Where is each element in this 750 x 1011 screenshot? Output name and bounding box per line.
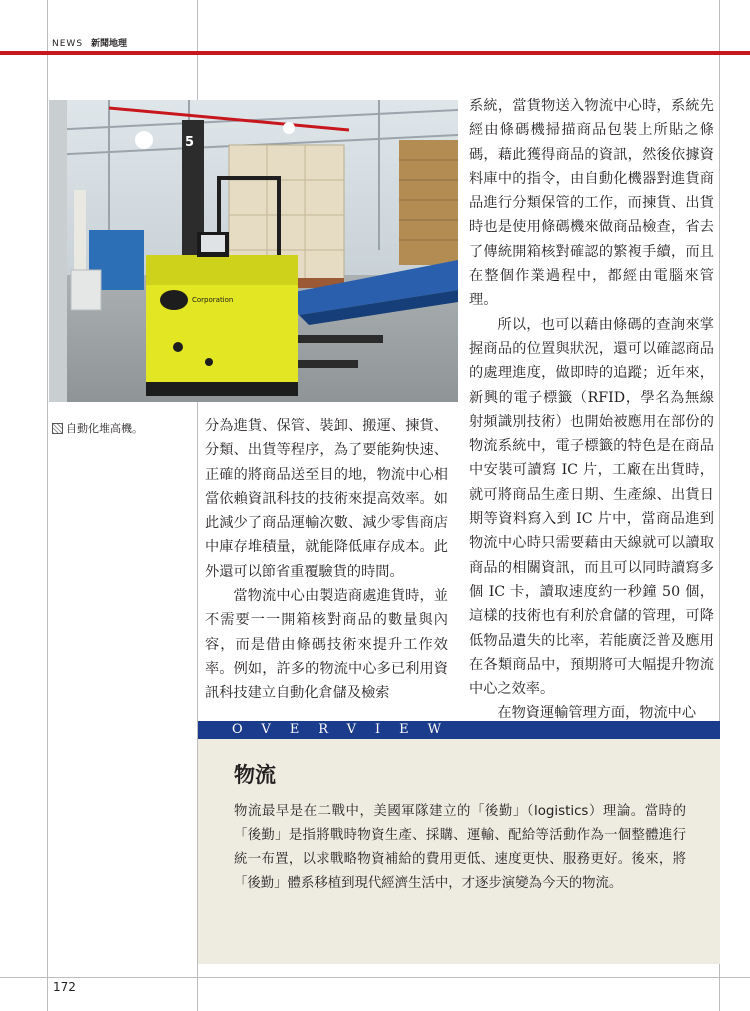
page-number: 172 bbox=[53, 980, 76, 994]
header-red-bar bbox=[0, 51, 750, 55]
running-header bbox=[52, 36, 127, 49]
caption-marker-icon bbox=[52, 423, 63, 434]
overview-label: OVERVIEW bbox=[232, 722, 461, 737]
article-paragraph: 分為進貨、保管、裝卸、搬運、揀貨、分類、出貨等程序，為了要能夠快速、正確的將商品送至目的地，物流中心相當依賴資訊科技的技術來提高效率。如此減少了商品運輸次數、減少零售商店中庫存堆積量，就能降低庫存成本。此外還可以節省重覆驗貨的時間。 bbox=[205, 418, 448, 580]
forklift-illustration bbox=[49, 100, 458, 402]
overview-text: 物流最早是在二戰中，美國軍隊建立的「後勤」（logistics）理論。當時的「後勤」是指將戰時物資生產、採購、運輸、配給等活動作為一個整體進行統一布置，以求戰略物資補給的費用更低、速度更快、服務更好。後來，將「後勤」體系移植到現代經濟生活中，才逐步演變為今天的物流。 bbox=[234, 804, 686, 891]
margin-line-bottom bbox=[0, 977, 750, 978]
section-label-zh: 新聞地理 bbox=[91, 39, 128, 49]
brand-logo-text: Corporation bbox=[192, 296, 234, 304]
forklift-photo bbox=[49, 100, 458, 402]
brand-logo-mark bbox=[160, 290, 188, 310]
article-paragraph: 所以，也可以藉由條碼的查詢來掌握商品的位置與狀況，還可以確認商品的處理進度，做即時的追蹤；近年來，新興的電子標籤（RFID，學名為無線射頻識別技術）也開始被應用在部份的物流系統中，電子標籤的特色是在商品中安裝可讀寫 IC 片，工廠在出貨時，就可將商品生產日期、生產線、出貨日期等資料寫入到 IC 片中，當商品進到物流中心時只需要藉由天線就可以讀取商品的相關資訊，而且可以同時讀寫多個 IC 卡，讀取速度約一秒鐘 50 個，這樣的技術也有利於倉儲的管理，可降低物品遺失的比率，若能廣泛普及應用在各類商品中，預期將可大幅提升物流中心之效率。 bbox=[469, 316, 714, 698]
mast-number: 5 bbox=[185, 135, 195, 150]
caption-text: 自動化堆高機。 bbox=[66, 422, 143, 435]
section-label-en: NEWS bbox=[52, 39, 84, 49]
article-column-1 bbox=[205, 414, 448, 706]
article-paragraph: 在物資運輸管理方面，物流中心 bbox=[497, 705, 697, 722]
margin-line-left bbox=[47, 0, 48, 1011]
article-column-2 bbox=[469, 94, 714, 726]
article-paragraph: 系統，當貨物送入物流中心時，系統先經由條碼機掃描商品包裝上所貼之條碼，藉此獲得商品的資訊，然後依據資料庫中的指令，由自動化機器對進貨商品進行分類保管的工作，而揀貨、出貨時也是使用條碼機來做商品檢查，省去了傳統開箱核對確認的繁複手續，而且在整個作業過程中，都經由電腦來管理。 bbox=[469, 98, 714, 309]
photo-caption bbox=[52, 420, 143, 436]
overview-title: 物流 bbox=[234, 763, 276, 787]
article-paragraph: 當物流中心由製造商處進貨時，並不需要一一開箱核對商品的數量與內容，而是借由條碼技術來提升工作效率。例如，許多的物流中心多已利用資訊科技建立自動化倉儲及檢索 bbox=[205, 588, 448, 702]
